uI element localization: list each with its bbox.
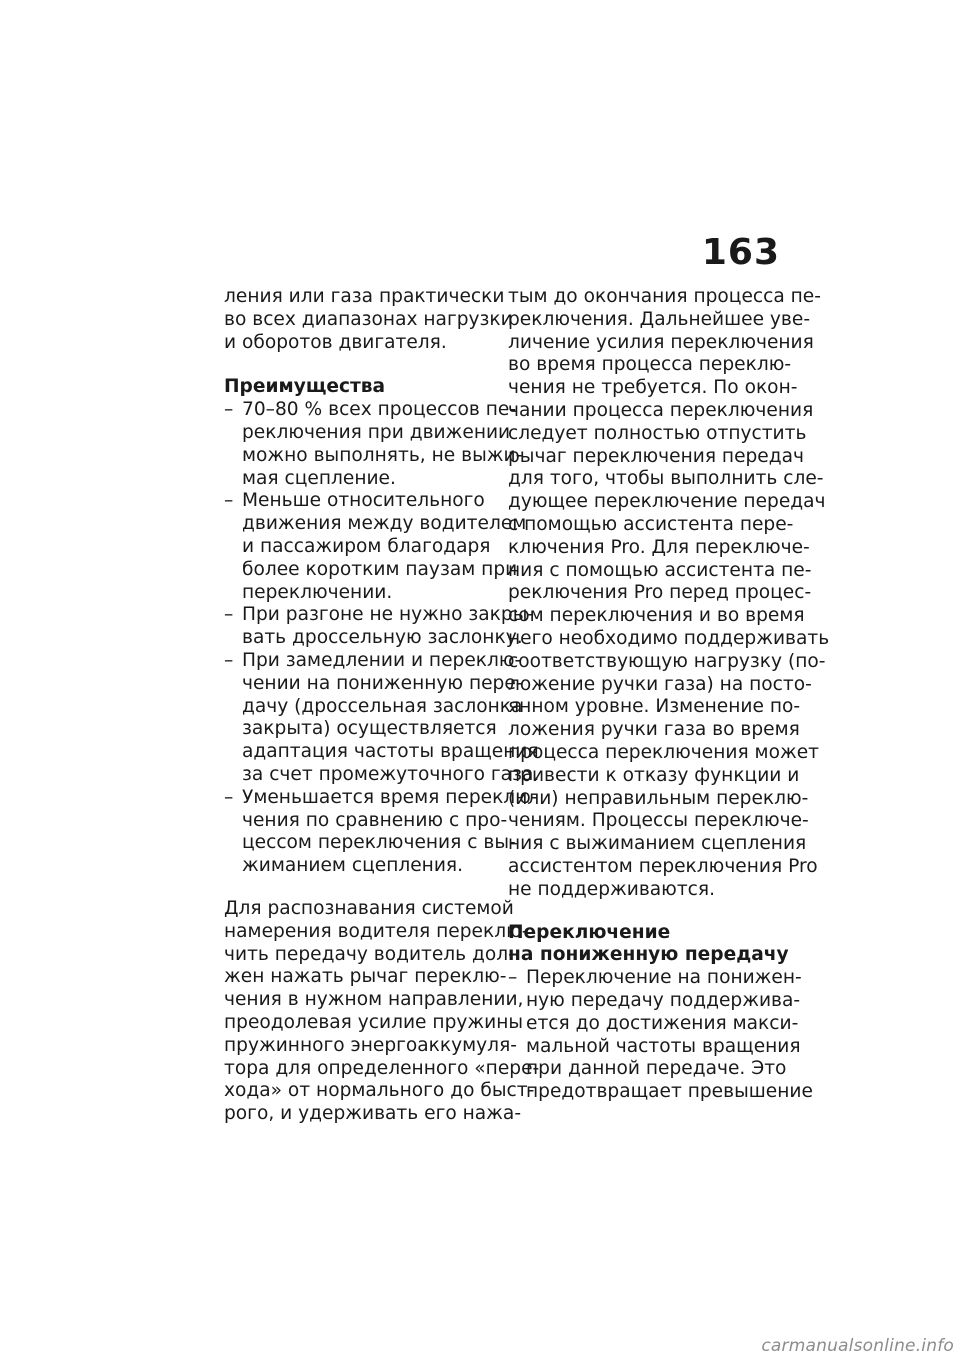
advantages-heading: Преимущества [224,376,386,398]
text-line: намерения водителя переклю- [224,920,529,942]
advantages-list [224,399,540,878]
text-line: чании процесса переключения [508,399,814,421]
text-line: ления или газа практически [224,286,505,307]
dash-bullet: – [224,399,234,421]
right-column [508,286,830,1104]
intro-paragraph [224,286,513,354]
text-line: следует полностью отпустить [508,422,807,444]
text-line: чения не требуется. По окон- [508,377,798,399]
text-line: и оборотов двигателя. [224,331,447,353]
text-line: ния с выжиманием сцепления [508,833,807,855]
continuation-paragraph [508,286,830,902]
text-line: тора для определенного «пере- [224,1057,540,1079]
recognition-paragraph [224,897,540,1126]
text-line: чения в нужном направлении, [224,989,524,1011]
text-line: чить передачу водитель дол- [224,943,515,965]
text-line: личение усилия переключения [508,331,814,353]
text-line: Для распознавания системой [224,897,514,919]
text-line: рычаг переключения передач [508,445,804,467]
list-item: – Уменьшается время переклю- чения по сравнению с про- цессом переключения с вы- жиманием сцепления. [224,786,538,877]
downshift-list [508,967,813,1104]
text-line: во всех диапазонах нагрузки [224,308,513,330]
text-line: привести к отказу функции и [508,764,800,786]
text-line: во время процесса переклю- [508,354,792,376]
left-column [224,286,540,1126]
dash-bullet: – [224,604,234,626]
text-line: дующее переключение передач [508,491,826,513]
text-line: соответствующую нагрузку (по- [508,650,826,672]
text-line: с помощью ассистента пере- [508,513,794,535]
list-item: – При разгоне не нужно закры- вать дроссельную заслонку. [224,604,535,649]
downshift-heading: Переключение на пониженную передачу [508,921,789,966]
text-line: жен нажать рычаг переклю- [224,966,507,988]
text-line: (или) неправильным переклю- [508,787,809,809]
text-line: преодолевая усилие пружины [224,1011,524,1033]
text-line: сом переключения и во время [508,605,805,627]
text-line: янном уровне. Изменение по- [508,696,801,718]
list-item: – При замедлении и переклю- чении на пониженную пере- дачу (дроссельная заслонка закрыта) осуществляется адаптация частоты вращения за счет промежуточного газа. [224,649,540,785]
dash-bullet: – [224,786,234,808]
text-line: ложение ручки газа) на посто- [508,673,812,695]
dash-bullet: – [224,649,234,671]
text-line: реключения. Дальнейшее уве- [508,308,811,330]
text-line: рого, и удерживать его нажа- [224,1103,522,1125]
text-line: процесса переключения может [508,741,819,763]
text-line: реключения Pro перед процес- [508,582,812,604]
text-line: для того, чтобы выполнить сле- [508,468,824,490]
list-item: – 70–80 % всех процессов пе- реключения при движении можно выполнять, не выжи- мая сцепление. [224,399,523,489]
text-line: чениям. Процессы переключе- [508,810,809,832]
dash-bullet: – [224,490,234,512]
text-line: тым до окончания процесса пе- [508,286,821,307]
dash-bullet: – [508,967,518,989]
text-line: не поддерживаются. [508,878,715,900]
watermark-footer: carmanualsonline.info [761,1336,954,1356]
text-line: пружинного энергоаккумуля- [224,1034,517,1056]
text-line: ключения Pro. Для переключе- [508,536,810,558]
list-item: – Меньше относительного движения между водителем и пассажиром благодаря более коротким паузам при переключении. [224,490,527,603]
list-item: – Переключение на понижен- ную передачу поддержива- ется до достижения макси- мальной частоты вращения при данной передаче. Это предотвращает превышение [508,967,813,1103]
text-line: ния с помощью ассистента пе- [508,559,812,581]
text-line: хода» от нормального до быст- [224,1080,535,1102]
text-line: него необходимо поддерживать [508,627,830,649]
page-number: 163 [701,232,780,273]
text-line: ложения ручки газа во время [508,719,800,741]
text-line: ассистентом переключения Pro [508,855,818,877]
